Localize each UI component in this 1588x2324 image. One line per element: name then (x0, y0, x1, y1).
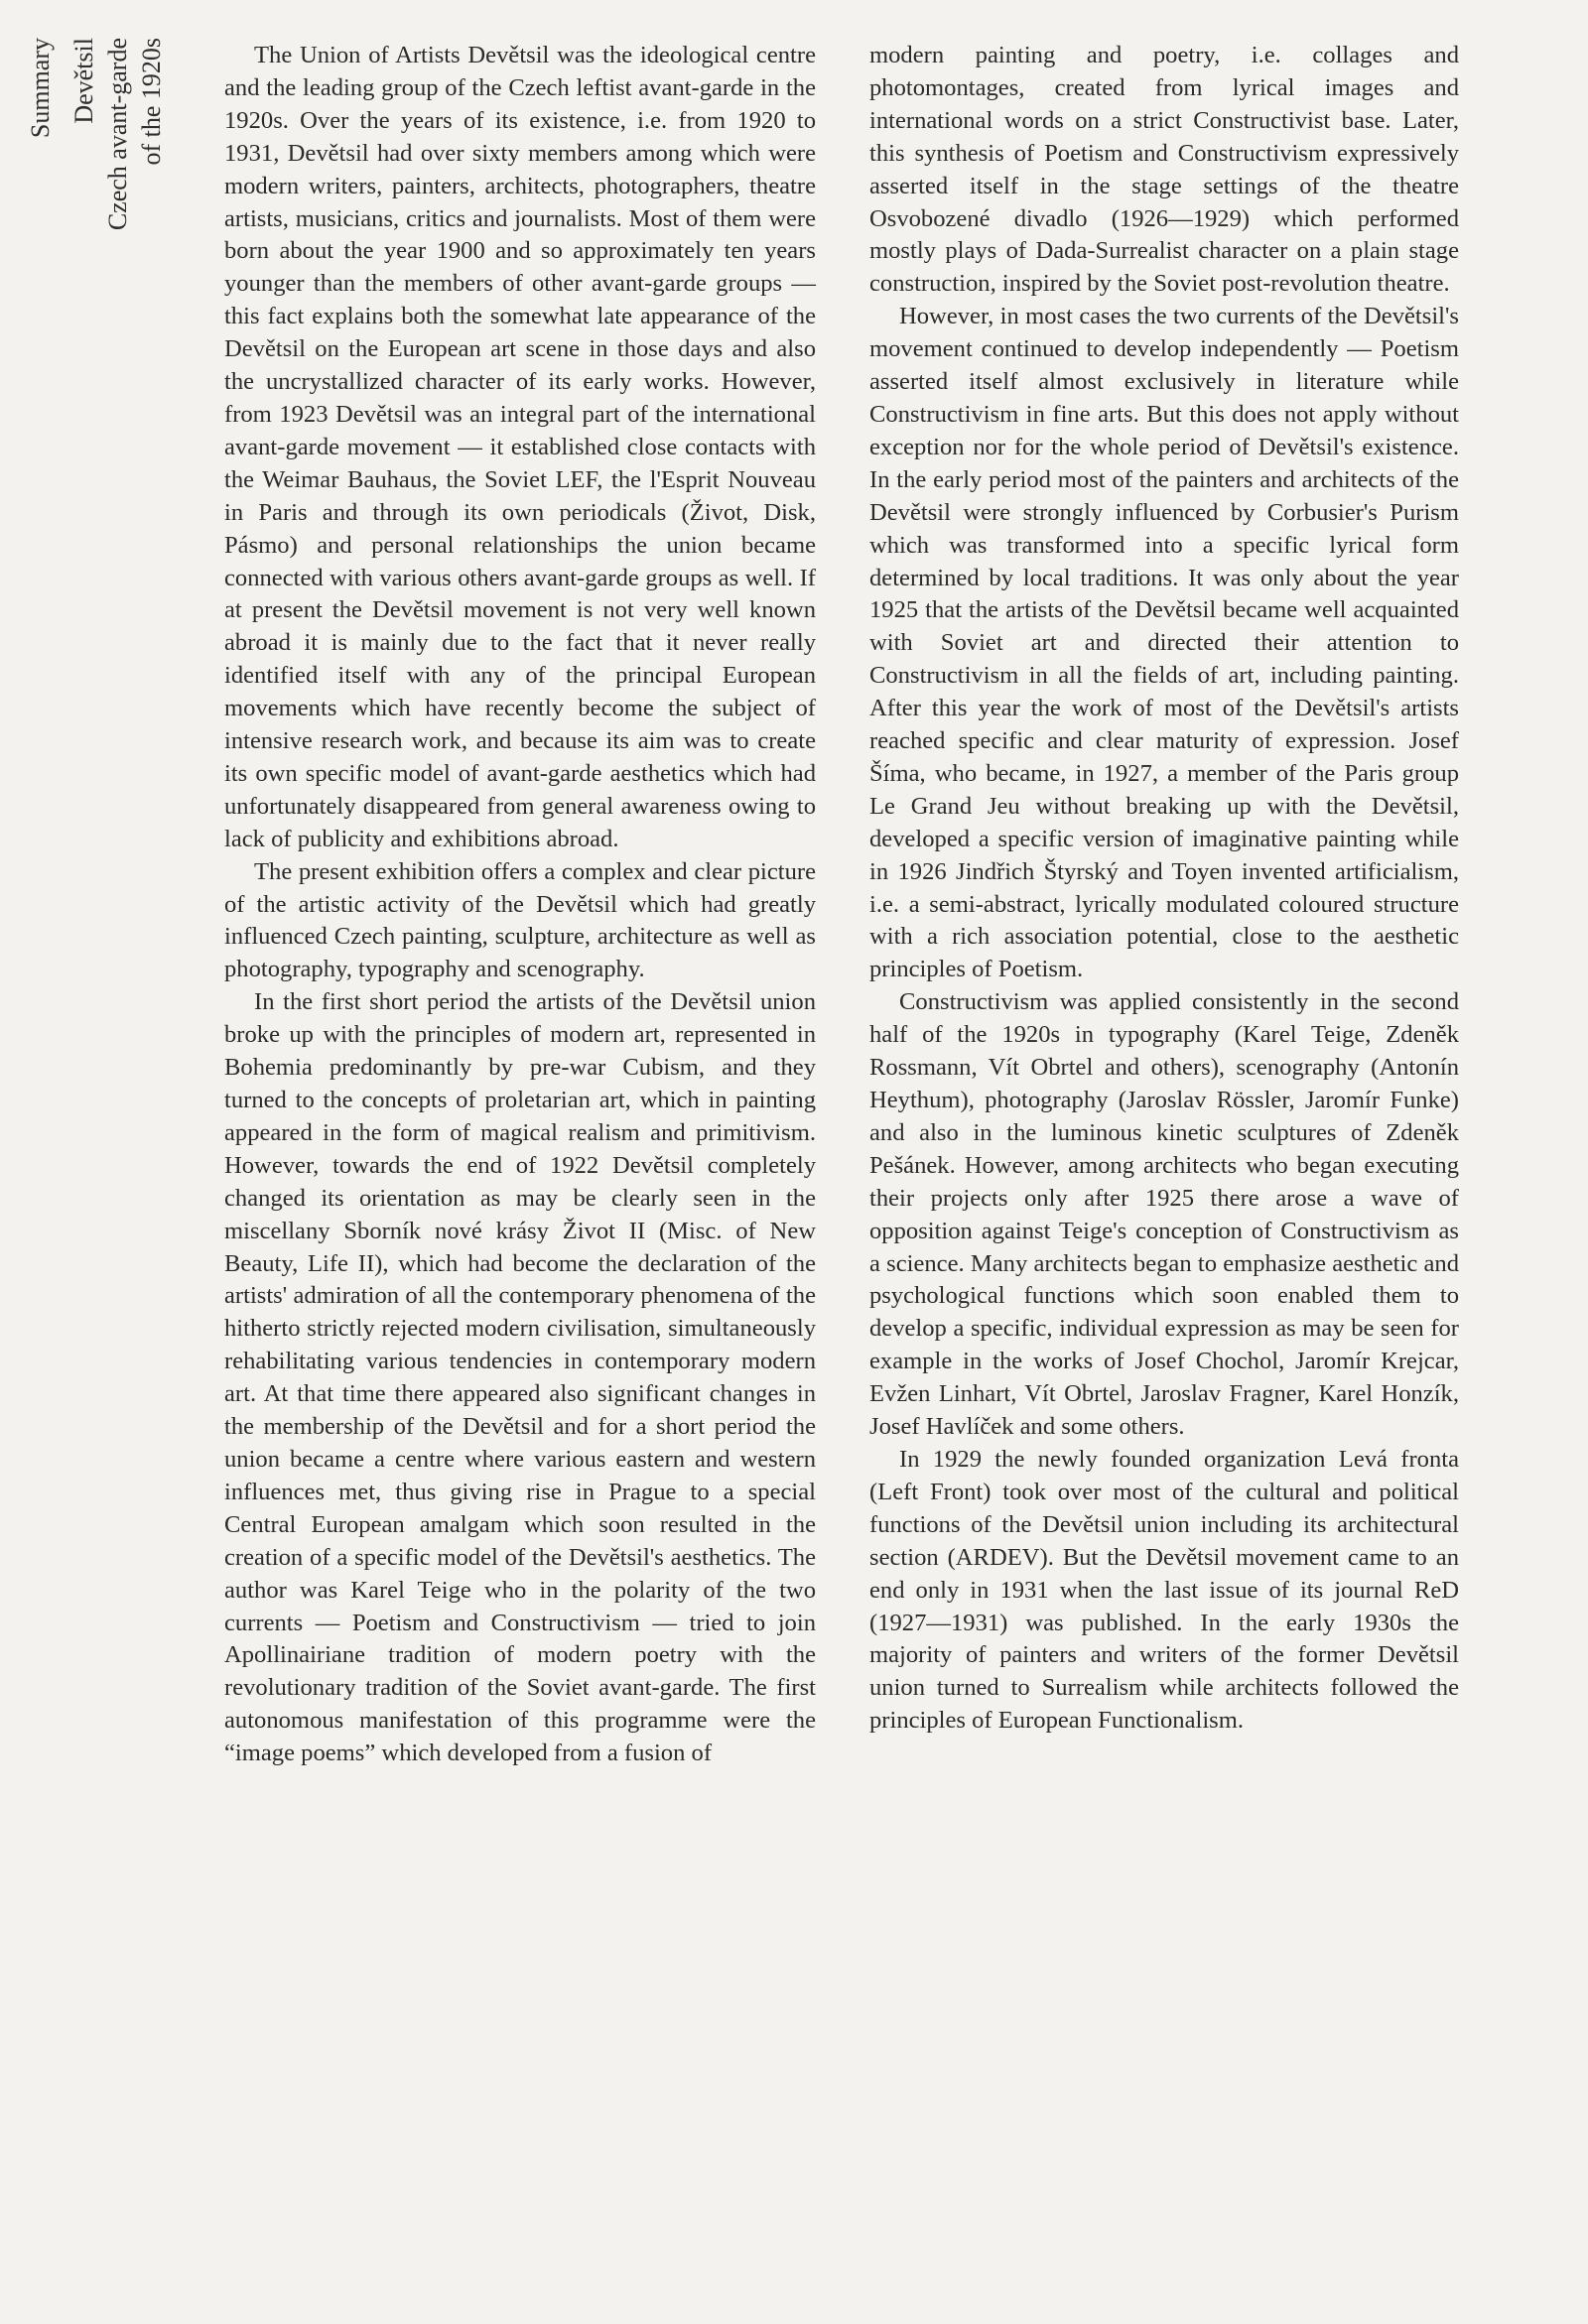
article-column-left (224, 40, 816, 1770)
article-column-right (869, 40, 1459, 1738)
paragraph: However, in most cases the two currents of the Devětsil's movement continued to develop independently — Poetism asserted itself almost exclusively in literature while Constructivism in fine arts. But this does not apply without exception nor for the whole period of Devětsil's existence. In the early period most of the painters and architects of the Devětsil were strongly influenced by Corbusier's Purism which was transformed into a specific lyrical form determined by local traditions. It was only about the year 1925 that the artists of the Devětsil became well acquainted with Soviet art and directed their attention to Constructivism in all the fields of art, including painting. After this year the work of most of the Devětsil's artists reached specific and clear maturity of expression. Josef Šíma, who became, in 1927, a member of the Paris group Le Grand Jeu without breaking up with the Devětsil, developed a specific version of imaginative painting while in 1926 Jindřich Štyrský and Toyen invented artificialism, i.e. a semi-abstract, lyrically modulated coloured structure with a rich association potential, close to the aesthetic principles of Poetism. (869, 303, 1459, 983)
header-subtitle-line2: of the 1920s (137, 38, 166, 166)
paragraph: In the first short period the artists of the Devětsil union broke up with the principles of modern art, represented in Bohemia predominantly by pre-war Cubism, and they turned to the concepts of proletarian art, which in painting appeared in the form of magical realism and primitivism. However, towards the end of 1922 Devětsil completely changed its orientation as may be clearly seen in the miscellany Sborník nové krásy Život II (Misc. of New Beauty, Life II), which had become the declaration of the artists' admiration of all the contemporary phenomena of the hitherto strictly rejected modern civilisation, simultaneously rehabilitating various tendencies in contemporary modern art. At that time there appeared also significant changes in the membership of the Devětsil and for a short period the union became a centre where various eastern and western influences met, thus giving rise in Prague to a special Central European amalgam which soon resulted in the creation of a specific model of the Devětsil's aesthetics. The author was Karel Teige who in the polarity of the two currents — Poetism and Constructivism — tried to join Apollinairiane tradition of modern poetry with the revolutionary tradition of the Soviet avant-garde. The first autonomous manifestation of this programme were the “image poems” which developed from a fusion of (224, 988, 816, 1767)
paragraph: In 1929 the newly founded organization Levá fronta (Left Front) took over most of the cultural and political functions of the Devětsil union including its architectural section (ARDEV). But the Devětsil movement came to an end only in 1931 when the last issue of its journal ReD (1927—1931) was published. In the early 1930s the majority of painters and writers of the former Devětsil union turned to Surrealism while architects followed the principles of European Functionalism. (869, 1445, 1459, 1735)
paragraph: Constructivism was applied consistently in the second half of the 1920s in typography (Karel Teige, Zdeněk Rossmann, Vít Obrtel and others), scenography (Antonín Heythum), photography (Jaroslav Rössler, Jaromír Funke) and also in the luminous kinetic sculptures of Zdeněk Pešánek. However, among architects who began executing their projects only after 1925 there arose a wave of opposition against Teige's conception of Constructivism as a science. Many architects began to emphasize aesthetic and psychological functions which soon enabled them to develop a specific, individual expression as may be seen for example in the works of Josef Chochol, Jaromír Krejcar, Evžen Linhart, Vít Obrtel, Jaroslav Fragner, Karel Honzík, Josef Havlíček and some others. (869, 988, 1459, 1441)
paragraph: The Union of Artists Devětsil was the ideological centre and the leading group of the Czech leftist avant-garde in the 1920s. Over the years of its existence, i.e. from 1920 to 1931, Devětsil had over sixty members among which were modern writers, painters, architects, photographers, theatre artists, musicians, critics and journalists. Most of them were born about the year 1900 and so approximately ten years younger than the members of other avant-garde groups — this fact explains both the somewhat late appearance of the Devětsil on the European art scene in those days and also the uncrystallized character of its early works. However, from 1923 Devětsil was an integral part of the international avant-garde movement — it established close contacts with the Weimar Bauhaus, the Soviet LEF, the l'Esprit Nouveau in Paris and through its own periodicals (Život, Disk, Pásmo) and personal relationships the union became connected with various others avant-garde groups as well. If at present the Devětsil movement is not very well known abroad it is mainly due to the fact that it never really identified itself with any of the principal European movements which have recently become the subject of intensive research work, and because its aim was to create its own specific model of avant-garde aesthetics which had unfortunately disappeared from general awareness owing to lack of publicity and exhibitions abroad. (224, 42, 816, 852)
header-subject: Devětsil (69, 38, 98, 124)
header-title: Summary (26, 38, 55, 139)
paragraph: The present exhibition offers a complex and clear picture of the artistic activity of the Devětsil which had greatly influenced Czech painting, sculpture, architecture as well as photography, typography and scenography. (224, 857, 816, 983)
header-subtitle-line1: Czech avant-garde (103, 38, 132, 231)
vertical-header (0, 0, 189, 357)
paragraph: modern painting and poetry, i.e. collages and photomontages, created from lyrical images and international words on a strict Constructivist base. Later, this synthesis of Poetism and Constructivism expressively asserted itself in the stage settings of the theatre Osvobozené divadlo (1926—1929) which performed mostly plays of Dada-Surrealist character on a plain stage construction, inspired by the Soviet post-revolution theatre. (869, 42, 1459, 298)
